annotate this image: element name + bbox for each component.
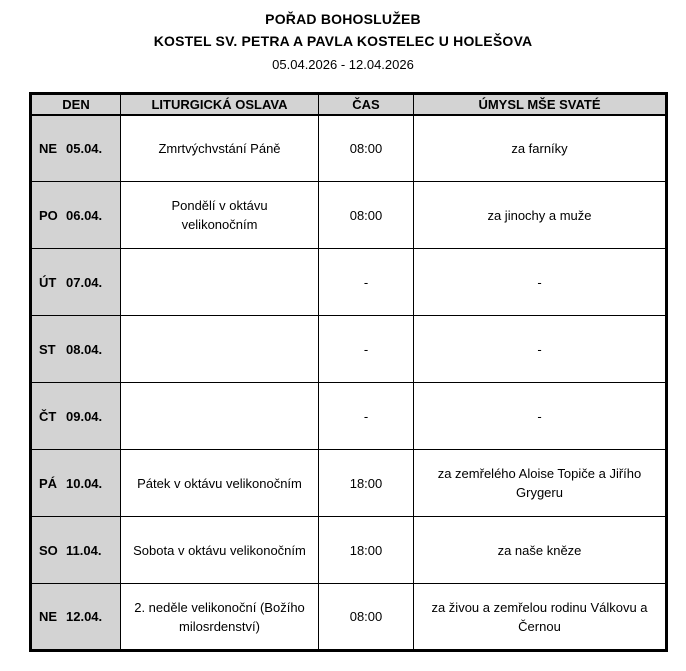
column-header-celebration: LITURGICKÁ OSLAVA <box>121 94 319 115</box>
day-date: 10.04. <box>66 475 103 491</box>
table-row <box>31 450 667 517</box>
table-header-row <box>31 94 667 115</box>
day-cell <box>31 383 121 450</box>
day-cell <box>31 450 121 517</box>
table-row <box>31 316 667 383</box>
time-cell: 18:00 <box>319 517 414 584</box>
intention-cell: - <box>414 249 667 316</box>
column-header-day: DEN <box>31 94 121 115</box>
time-cell: - <box>319 383 414 450</box>
day-abbr: NE <box>39 609 58 624</box>
table-row <box>31 584 667 651</box>
day-abbr: PO <box>39 207 58 223</box>
intention-cell: za zemřelého Aloise Topiče a Jiřího Grygeru <box>414 450 667 517</box>
time-cell: 08:00 <box>319 182 414 249</box>
table-body <box>31 115 667 651</box>
table-row <box>31 249 667 316</box>
celebration-cell: Sobota v oktávu velikonočním <box>121 517 319 584</box>
day-abbr: ÚT <box>39 274 57 290</box>
time-cell: 18:00 <box>319 450 414 517</box>
day-cell <box>31 115 121 182</box>
day-date: 11.04. <box>66 542 102 558</box>
schedule-table <box>29 92 668 652</box>
celebration-cell <box>121 249 319 316</box>
day-date: 12.04. <box>66 609 103 624</box>
day-abbr: ST <box>39 341 56 357</box>
table-row <box>31 517 667 584</box>
celebration-cell <box>121 316 319 383</box>
document-title: POŘAD BOHOSLUŽEB <box>265 11 421 27</box>
time-cell: - <box>319 249 414 316</box>
intention-cell: - <box>414 316 667 383</box>
day-date: 07.04. <box>66 274 103 290</box>
intention-cell: za živou a zemřelou rodinu Válkovu a Černou <box>414 584 667 651</box>
day-abbr: PÁ <box>39 475 58 491</box>
table-row <box>31 115 667 182</box>
day-cell <box>31 249 121 316</box>
time-cell: - <box>319 316 414 383</box>
day-abbr: NE <box>39 140 58 156</box>
day-cell <box>31 182 121 249</box>
day-cell <box>31 517 121 584</box>
celebration-cell: Pátek v oktávu velikonočním <box>121 450 319 517</box>
day-cell <box>31 584 121 651</box>
document-header <box>0 0 686 72</box>
celebration-cell: Pondělí v oktávu velikonočním <box>121 182 319 249</box>
intention-cell: za farníky <box>414 115 667 182</box>
intention-cell: za naše kněze <box>414 517 667 584</box>
celebration-cell: 2. neděle velikonoční (Božího milosrdenství) <box>121 584 319 651</box>
church-name: KOSTEL SV. PETRA A PAVLA KOSTELEC U HOLEŠOVA <box>153 33 533 49</box>
time-cell: 08:00 <box>319 584 414 651</box>
day-date: 09.04. <box>66 408 103 424</box>
date-range: 05.04.2026 - 12.04.2026 <box>272 57 414 72</box>
celebration-cell: Zmrtvýchvstání Páně <box>121 115 319 182</box>
day-abbr: SO <box>39 542 58 558</box>
column-header-intention: ÚMYSL MŠE SVATÉ <box>414 94 667 115</box>
day-date: 06.04. <box>66 207 103 223</box>
time-cell: 08:00 <box>319 115 414 182</box>
day-cell <box>31 316 121 383</box>
day-abbr: ČT <box>39 408 57 424</box>
intention-cell: - <box>414 383 667 450</box>
day-date: 08.04. <box>66 341 103 357</box>
day-date: 05.04. <box>66 140 103 156</box>
table-row <box>31 383 667 450</box>
intention-cell: za jinochy a muže <box>414 182 667 249</box>
column-header-time: ČAS <box>319 94 414 115</box>
table-row <box>31 182 667 249</box>
celebration-cell <box>121 383 319 450</box>
